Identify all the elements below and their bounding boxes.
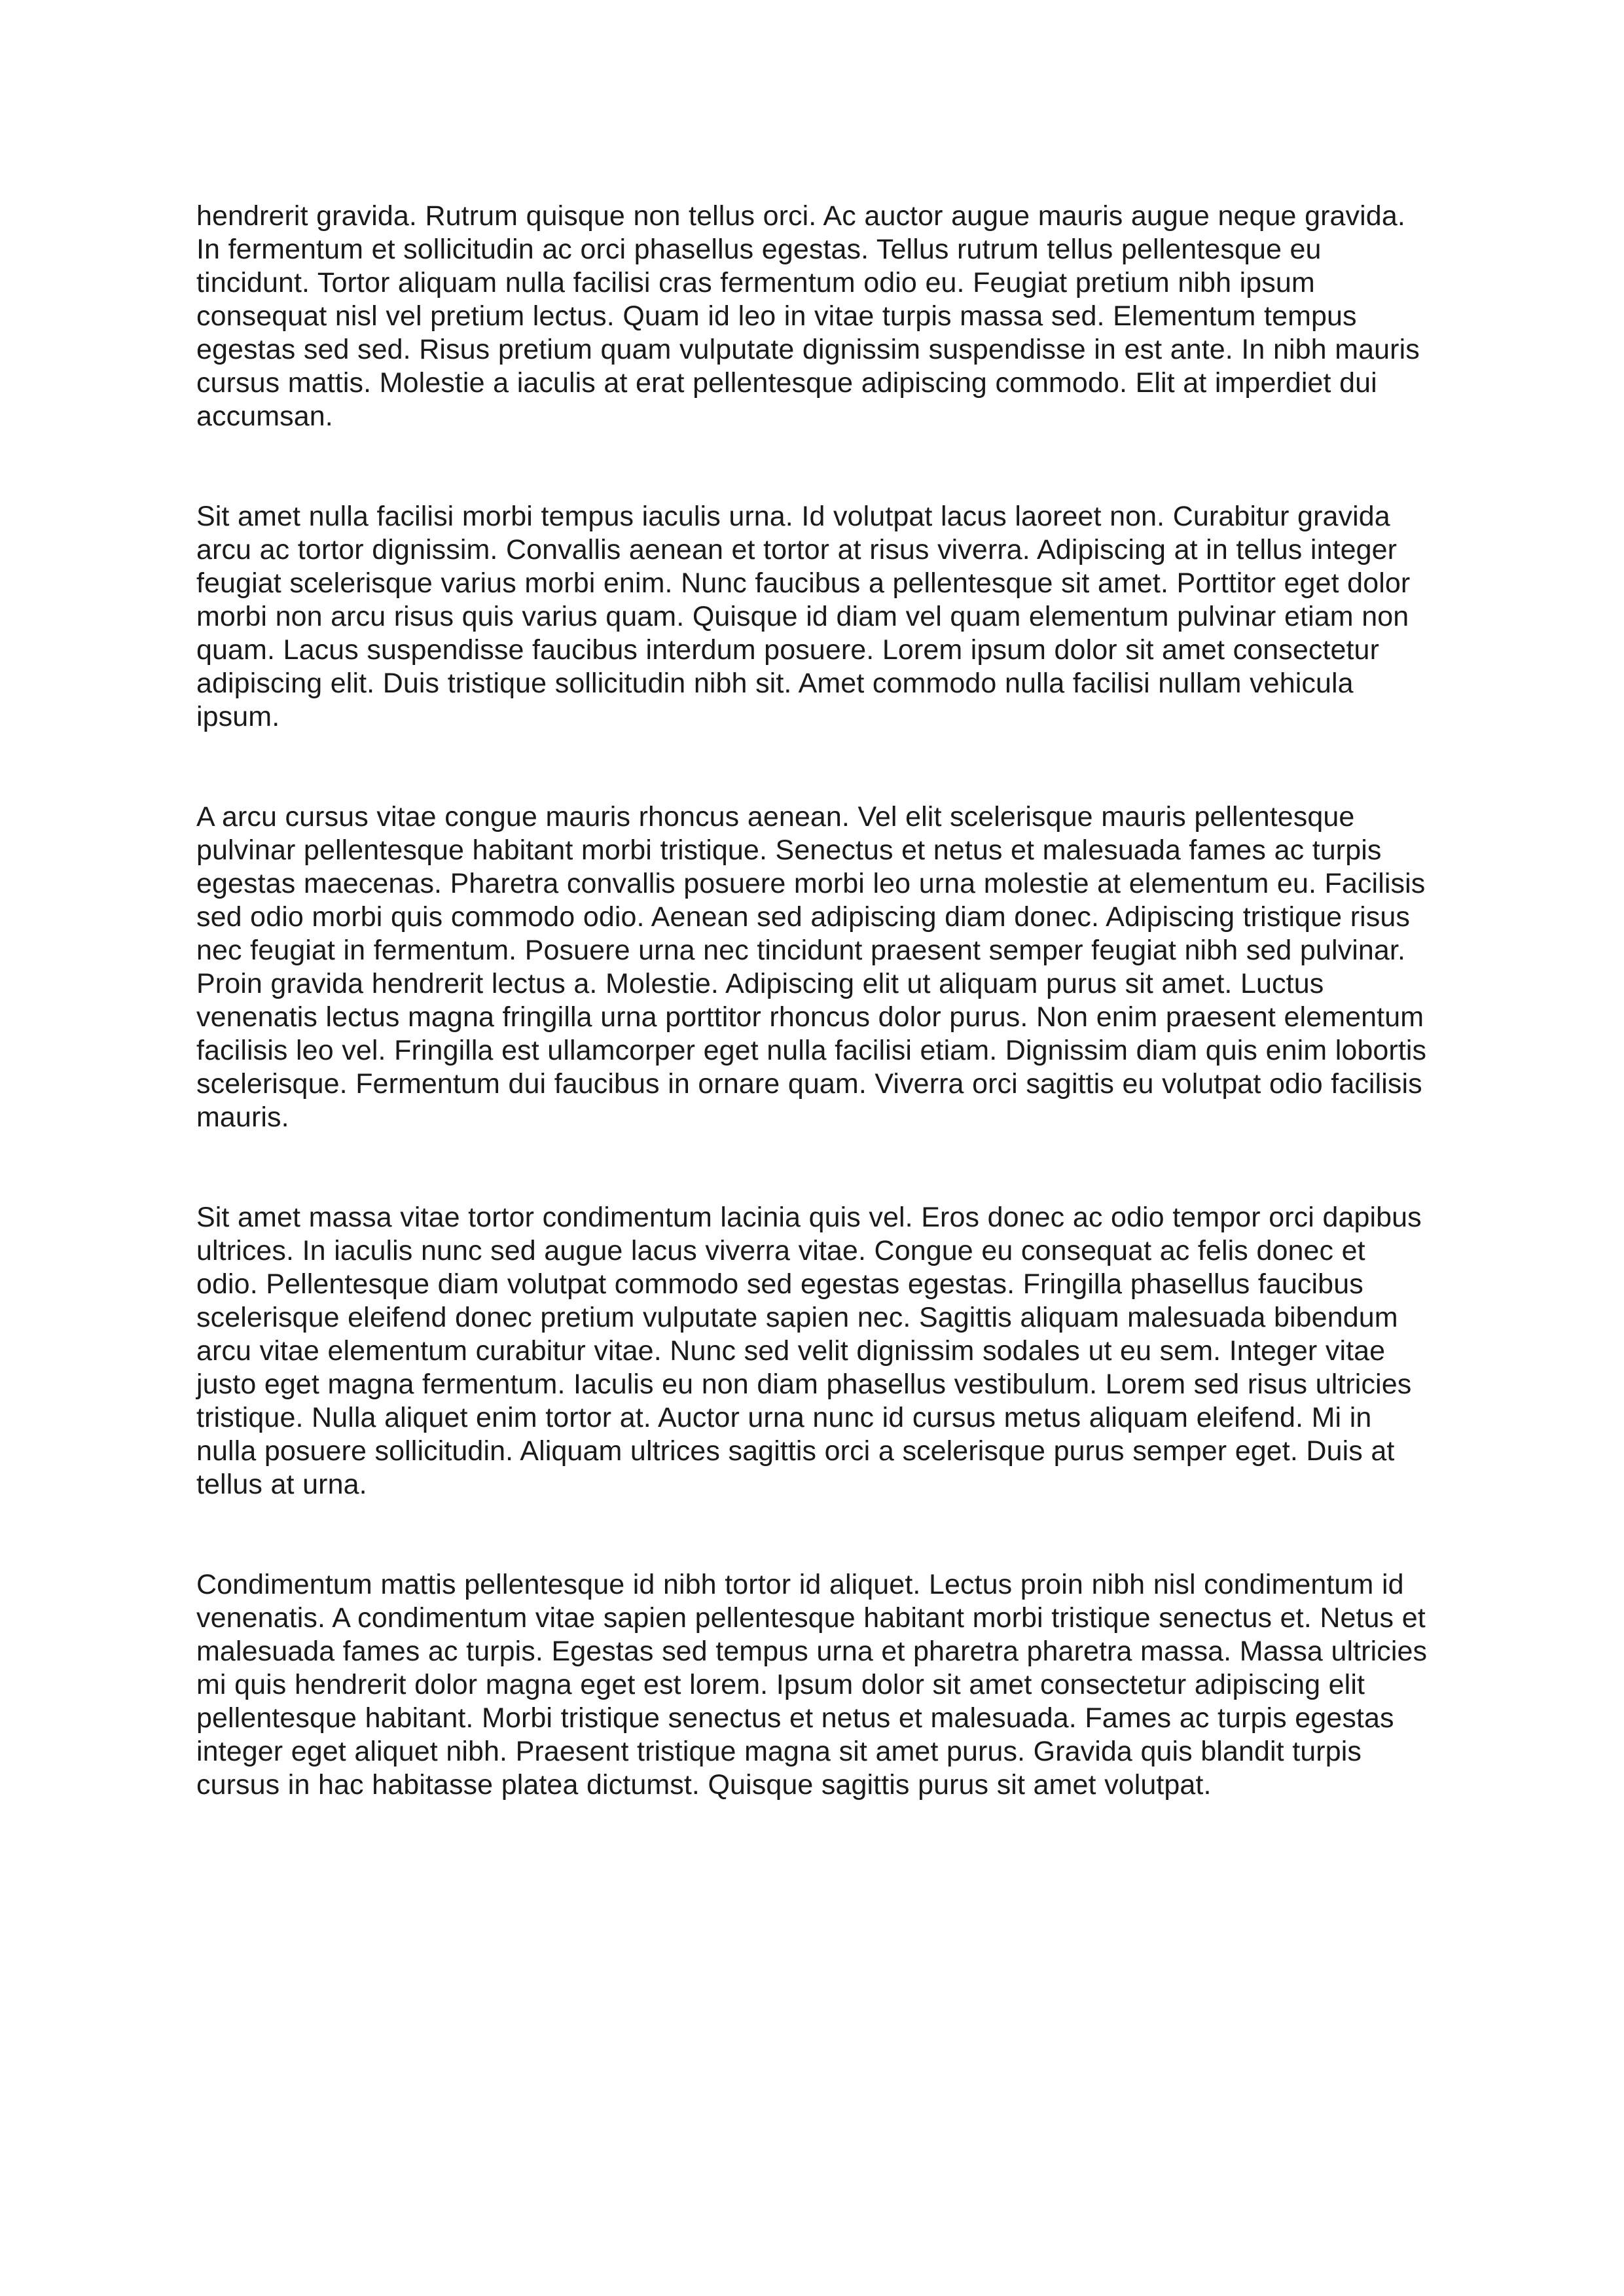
paragraph: Condimentum mattis pellentesque id nibh tortor id aliquet. Lectus proin nibh nisl condimentum id venenatis. A condimentum vitae sapien pellentesque habitant morbi tristique senectus et. Netus et malesuada fames ac turpis. Egestas sed tempus urna et pharetra pharetra massa. Massa ultricies mi quis hendrerit dolor magna eget est lorem. Ipsum dolor sit amet consectetur adipiscing elit pellentesque habitant. Morbi tristique senectus et netus et malesuada. Fames ac turpis egestas integer eget aliquet nibh. Praesent tristique magna sit amet purus. Gravida quis blandit turpis cursus in hac habitasse platea dictumst. Quisque sagittis purus sit amet volutpat.: [196, 1569, 1428, 1801]
paragraph: Sit amet massa vitae tortor condimentum lacinia quis vel. Eros donec ac odio tempor orci dapibus ultrices. In iaculis nunc sed augue lacus viverra vitae. Congue eu consequat ac felis donec et odio. Pellentesque diam volutpat commodo sed egestas egestas. Fringilla phasellus faucibus scelerisque eleifend donec pretium vulputate sapien nec. Sagittis aliquam malesuada bibendum arcu vitae elementum curabitur vitae. Nunc sed velit dignissim sodales ut eu sem. Integer vitae justo eget magna fermentum. Iaculis eu non diam phasellus vestibulum. Lorem sed risus ultricies tristique. Nulla aliquet enim tortor at. Auctor urna nunc id cursus metus aliquam eleifend. Mi in nulla posuere sollicitudin. Aliquam ultrices sagittis orci a scelerisque purus semper eget. Duis at tellus at urna.: [196, 1202, 1422, 1500]
paragraph: hendrerit gravida. Rutrum quisque non tellus orci. Ac auctor augue mauris augue neque gravida. In fermentum et sollicitudin ac orci phasellus egestas. Tellus rutrum tellus pellentesque eu tincidunt. Tortor aliquam nulla facilisi cras fermentum odio eu. Feugiat pretium nibh ipsum consequat nisl vel pretium lectus. Quam id leo in vitae turpis massa sed. Elementum tempus egestas sed sed. Risus pretium quam vulputate dignissim suspendisse in est ante. In nibh mauris cursus mattis. Molestie a iaculis at erat pellentesque adipiscing commodo. Elit at imperdiet dui accumsan.: [196, 200, 1420, 432]
paragraph: A arcu cursus vitae congue mauris rhoncus aenean. Vel elit scelerisque mauris pellentesque pulvinar pellentesque habitant morbi tristique. Senectus et netus et malesuada fames ac turpis egestas maecenas. Pharetra convallis posuere morbi leo urna molestie at elementum eu. Facilisis sed odio morbi quis commodo odio. Aenean sed adipiscing diam donec. Adipiscing tristique risus nec feugiat in fermentum. Posuere urna nec tincidunt praesent semper feugiat nibh sed pulvinar. Proin gravida hendrerit lectus a. Molestie. Adipiscing elit ut aliquam purus sit amet. Luctus venenatis lectus magna fringilla urna porttitor rhoncus dolor purus. Non enim praesent elementum facilisis leo vel. Fringilla est ullamcorper eget nulla facilisi etiam. Dignissim diam quis enim lobortis scelerisque. Fermentum dui faucibus in ornare quam. Viverra orci sagittis eu volutpat odio facilisis mauris.: [196, 801, 1427, 1133]
paragraph: Sit amet nulla facilisi morbi tempus iaculis urna. Id volutpat lacus laoreet non. Curabitur gravida arcu ac tortor dignissim. Convallis aenean et tortor at risus viverra. Adipiscing at in tellus integer feugiat scelerisque varius morbi enim. Nunc faucibus a pellentesque sit amet. Porttitor eget dolor morbi non arcu risus quis varius quam. Quisque id diam vel quam elementum pulvinar etiam non quam. Lacus suspendisse faucibus interdum posuere. Lorem ipsum dolor sit amet consectetur adipiscing elit. Duis tristique sollicitudin nibh sit. Amet commodo nulla facilisi nullam vehicula ipsum.: [196, 501, 1411, 732]
